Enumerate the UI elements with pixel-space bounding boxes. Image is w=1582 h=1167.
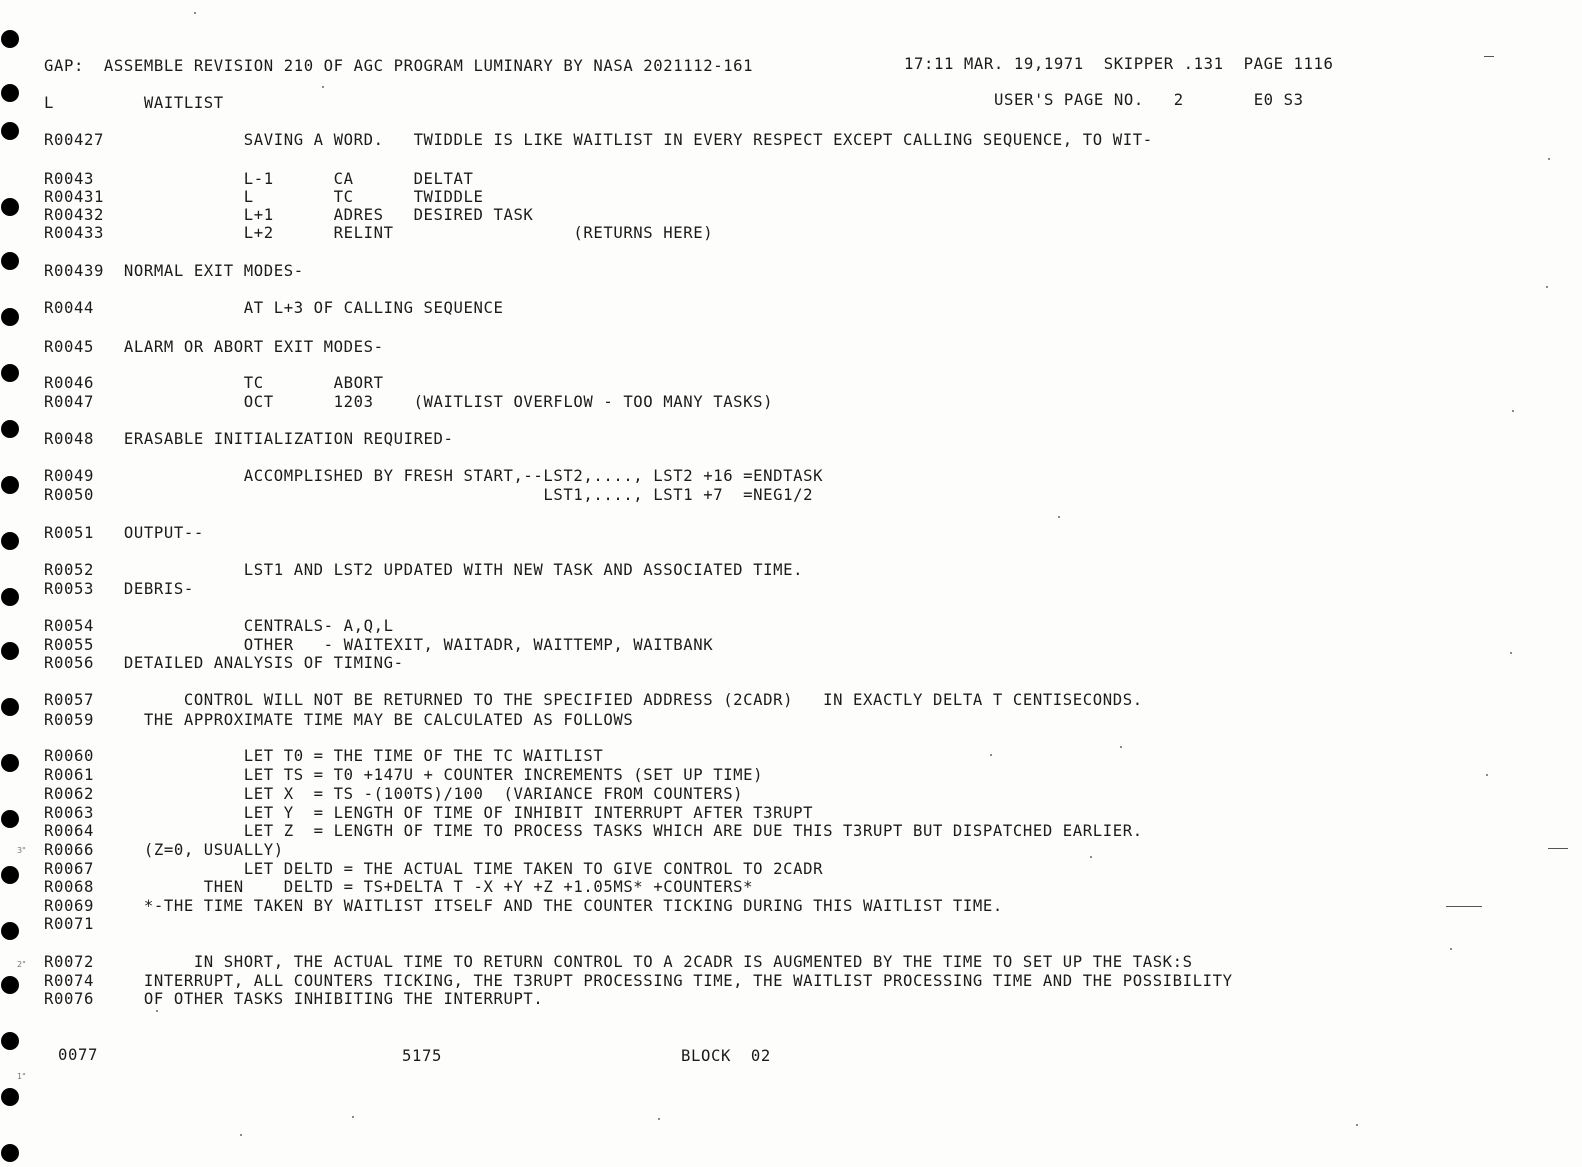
listing-line: R0044 AT L+3 OF CALLING SEQUENCE <box>44 299 504 317</box>
paper-speck <box>322 86 324 88</box>
punch-hole <box>1 754 19 772</box>
punch-hole <box>1 252 19 270</box>
punch-hole <box>1 532 19 550</box>
footer-location: 5175 <box>402 1047 442 1065</box>
paper-speck <box>1356 1124 1358 1126</box>
footer-block: BLOCK 02 <box>681 1047 771 1065</box>
punch-hole <box>1 698 19 716</box>
paper-speck <box>1486 774 1488 776</box>
listing-line: R0055 OTHER - WAITEXIT, WAITADR, WAITTEMP, WAITBANK <box>44 636 714 654</box>
listing-line: R0076 OF OTHER TASKS INHIBITING THE INTERRUPT. <box>44 990 544 1008</box>
paper-speck <box>156 1010 158 1012</box>
listing-line: R0057 CONTROL WILL NOT BE RETURNED TO THE SPECIFIED ADDRESS (2CADR) IN EXACTLY DELTA T CENTISECONDS. <box>44 691 1143 709</box>
paper-speck <box>990 754 992 756</box>
listing-line: R0069 *-THE TIME TAKEN BY WAITLIST ITSELF AND THE COUNTER TICKING DURING THIS WAITLIST TIME. <box>44 897 1003 915</box>
listing-line: R0053 DEBRIS- <box>44 580 194 598</box>
paper-speck <box>352 1116 354 1118</box>
punch-hole <box>1 922 19 940</box>
punch-hole <box>1 976 19 994</box>
paper-speck <box>1090 856 1092 858</box>
punch-hole <box>1 1088 19 1106</box>
margin-mark: 1" <box>17 1072 26 1081</box>
punch-hole <box>1 588 19 606</box>
punch-hole <box>1 84 19 102</box>
punch-hole <box>1 198 19 216</box>
punch-hole <box>1 476 19 494</box>
listing-line: R0060 LET T0 = THE TIME OF THE TC WAITLIST <box>44 747 604 765</box>
listing-line: R0048 ERASABLE INITIALIZATION REQUIRED- <box>44 430 454 448</box>
listing-line: R0064 LET Z = LENGTH OF TIME TO PROCESS TASKS WHICH ARE DUE THIS T3RUPT BUT DISPATCHED EARLIER. <box>44 822 1143 840</box>
margin-mark: 3" <box>17 846 26 855</box>
listing-line: R0046 TC ABORT <box>44 374 384 392</box>
listing-line: R0067 LET DELTD = THE ACTUAL TIME TAKEN TO GIVE CONTROL TO 2CADR <box>44 860 824 878</box>
punch-hole <box>1 810 19 828</box>
listing-line: R0066 (Z=0, USUALLY) <box>44 841 284 859</box>
punch-hole <box>1 364 19 382</box>
punch-hole <box>1 1032 19 1050</box>
paper-speck <box>194 12 196 14</box>
margin-mark: 2" <box>17 960 26 969</box>
paper-speck <box>658 1118 660 1120</box>
listing-line: R00432 L+1 ADRES DESIRED TASK <box>44 206 534 224</box>
paper-speck <box>240 1134 242 1136</box>
listing-line: R0062 LET X = TS -(100TS)/100 (VARIANCE FROM COUNTERS) <box>44 785 744 803</box>
punch-hole <box>1 642 19 660</box>
listing-line: R0049 ACCOMPLISHED BY FRESH START,--LST2,...., LST2 +16 =ENDTASK <box>44 467 824 485</box>
listing-line: R0054 CENTRALS- A,Q,L <box>44 617 394 635</box>
punch-hole <box>1 420 19 438</box>
listing-line: R0061 LET TS = T0 +147U + COUNTER INCREMENTS (SET UP TIME) <box>44 766 764 784</box>
listing-line: R0052 LST1 AND LST2 UPDATED WITH NEW TASK AND ASSOCIATED TIME. <box>44 561 804 579</box>
paper-speck <box>1510 652 1512 654</box>
punch-hole <box>1 30 19 48</box>
punch-hole <box>1 866 19 884</box>
paper-speck <box>1546 286 1548 288</box>
header-timestamp: 17:11 MAR. 19,1971 SKIPPER .131 PAGE 1116 <box>904 55 1334 73</box>
paper-speck <box>1058 516 1060 518</box>
punch-hole <box>1 122 19 140</box>
listing-line: R00431 L TC TWIDDLE <box>44 188 484 206</box>
paper-mark <box>1484 56 1494 57</box>
header-title: GAP: ASSEMBLE REVISION 210 OF AGC PROGRAM LUMINARY BY NASA 2021112-161 <box>44 57 754 75</box>
listing-line: R00439 NORMAL EXIT MODES- <box>44 262 304 280</box>
listing-line: R0063 LET Y = LENGTH OF TIME OF INHIBIT INTERRUPT AFTER T3RUPT <box>44 804 814 822</box>
listing-line: R0043 L-1 CA DELTAT <box>44 170 474 188</box>
listing-line: R0074 INTERRUPT, ALL COUNTERS TICKING, THE T3RUPT PROCESSING TIME, THE WAITLIST PROCESSING TIME AND THE POSSIBILITY <box>44 972 1233 990</box>
listing-line: R0056 DETAILED ANALYSIS OF TIMING- <box>44 654 404 672</box>
footer-card-number: 0077 <box>58 1046 98 1064</box>
listing-line: R00433 L+2 RELINT (RETURNS HERE) <box>44 224 714 242</box>
listing-line: R0051 OUTPUT-- <box>44 524 204 542</box>
listing-line: R0047 OCT 1203 (WAITLIST OVERFLOW - TOO MANY TASKS) <box>44 393 774 411</box>
listing-line: R00427 SAVING A WORD. TWIDDLE IS LIKE WAITLIST IN EVERY RESPECT EXCEPT CALLING SEQUENCE, TO WIT- <box>44 131 1153 149</box>
paper-speck <box>1548 158 1550 160</box>
listing-line: R0045 ALARM OR ABORT EXIT MODES- <box>44 338 384 356</box>
paper-speck <box>1450 948 1452 950</box>
paper-mark <box>1446 906 1482 907</box>
listing-line: R0059 THE APPROXIMATE TIME MAY BE CALCULATED AS FOLLOWS <box>44 711 634 729</box>
paper-speck <box>1512 410 1514 412</box>
listing-line: R0072 IN SHORT, THE ACTUAL TIME TO RETURN CONTROL TO A 2CADR IS AUGMENTED BY THE TIME TO SET UP THE TASK:S <box>44 953 1193 971</box>
listing-line: R0050 LST1,...., LST1 +7 =NEG1/2 <box>44 486 814 504</box>
punch-hole <box>1 1144 19 1162</box>
header-section: L WAITLIST <box>44 94 224 112</box>
punch-hole <box>1 308 19 326</box>
paper-mark <box>1548 848 1568 849</box>
paper-speck <box>1120 746 1122 748</box>
header-user-page: USER'S PAGE NO. 2 E0 S3 <box>994 91 1304 109</box>
listing-line: R0068 THEN DELTD = TS+DELTA T -X +Y +Z +1.05MS* +COUNTERS* <box>44 878 754 896</box>
listing-line: R0071 <box>44 915 94 933</box>
